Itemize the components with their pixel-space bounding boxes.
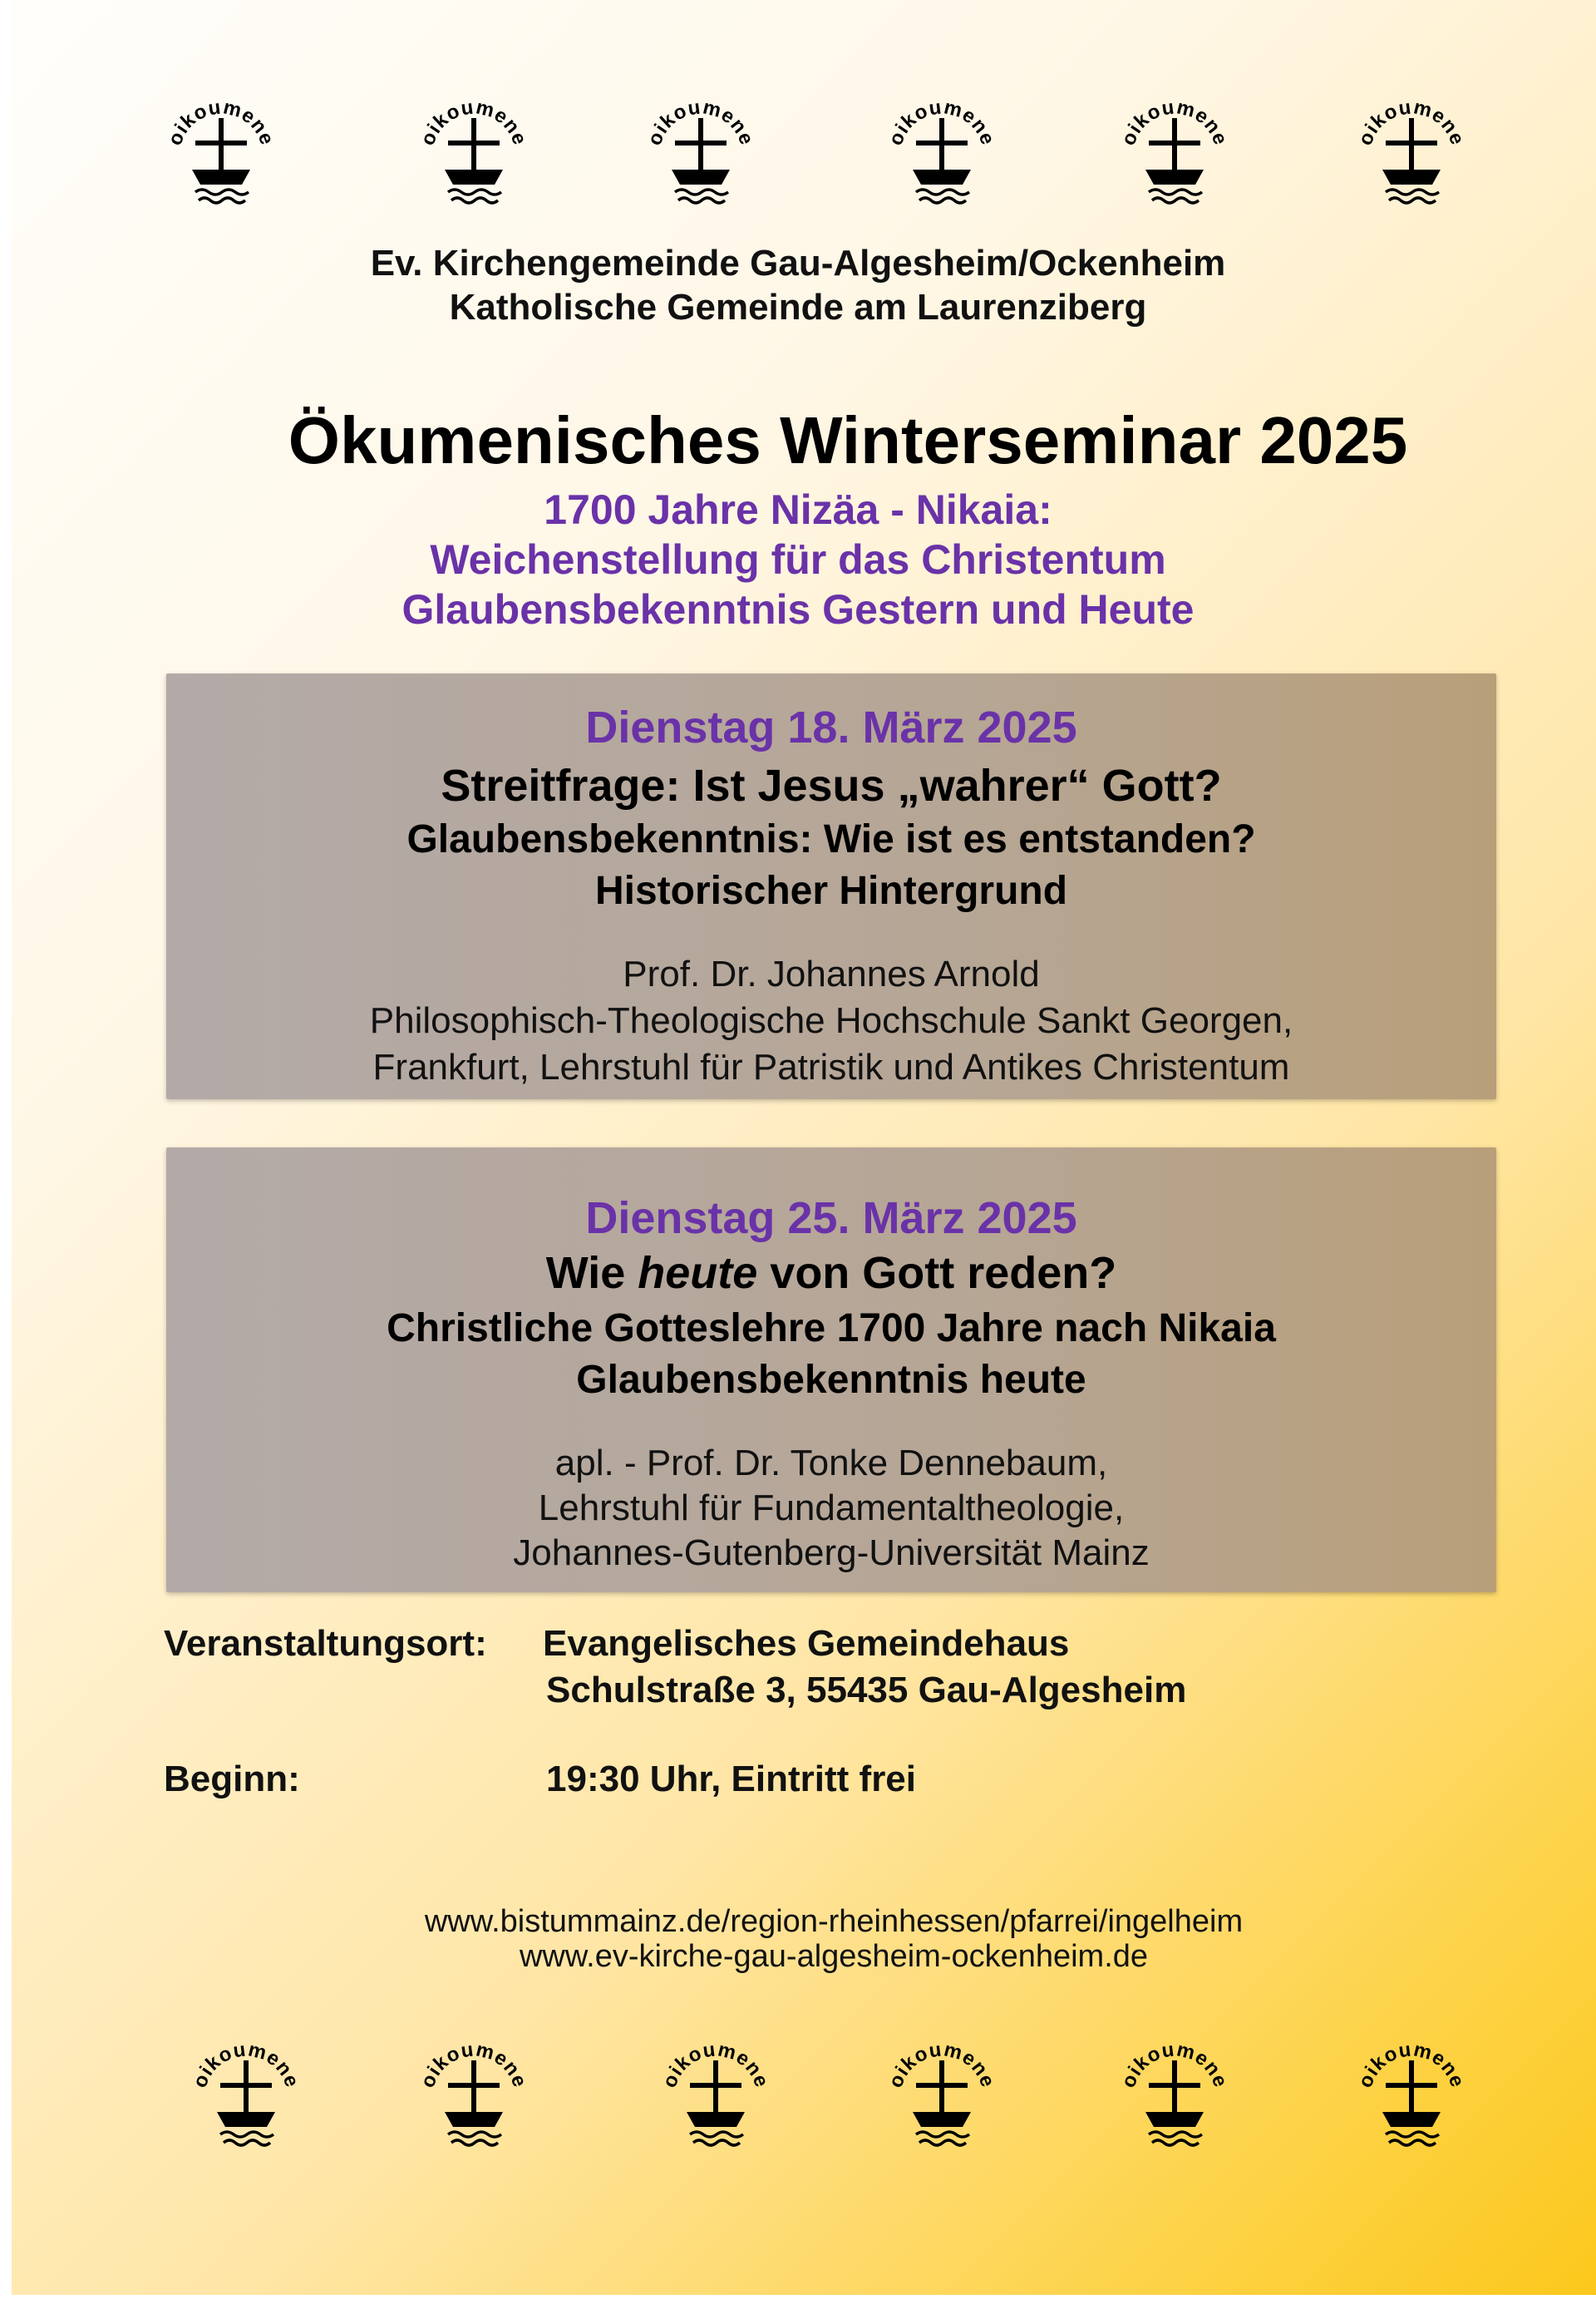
svg-text:oikoumene: oikoumene [1116,2038,1233,2091]
venue-line-1: Evangelisches Gemeindehaus [543,1623,1070,1664]
event-heading-emphasis: heute [638,1248,758,1298]
svg-text:oikoumene: oikoumene [416,96,532,149]
svg-text:oikoumene: oikoumene [884,2038,1000,2091]
venue-line-2: Schulstraße 3, 55435 Gau-Algesheim [546,1670,1187,1710]
subtitle-line-2: Weichenstellung für das Christentum [430,536,1166,583]
org-line-catholic: Katholische Gemeinde am Laurenziberg [449,287,1147,328]
oikoumene-icon [1349,2035,1474,2160]
speaker-affiliation-1: Lehrstuhl für Fundamentaltheologie, [538,1488,1125,1528]
oikoumene-icon [184,2035,308,2160]
speaker-affiliation-2: Johannes-Gutenberg-Universität Mainz [513,1532,1150,1573]
oikoumene-icon [1349,93,1474,218]
event-subheading-2: Historischer Hintergrund [594,869,1068,913]
svg-text:oikoumene: oikoumene [1353,2038,1470,2091]
oikoumene-icon [159,93,283,218]
event-card-1 [166,673,1496,1099]
org-line-protestant: Ev. Kirchengemeinde Gau-Algesheim/Ockenheim [370,243,1226,284]
page-title: Ökumenisches Winterseminar 2025 [288,403,1408,477]
svg-text:oikoumene: oikoumene [1116,96,1233,149]
svg-text:oikoumene: oikoumene [884,96,1000,149]
oikoumene-icon [638,93,763,218]
oikoumene-icon [411,93,536,218]
oikoumene-icon [1112,2035,1237,2160]
logo-row-bottom [0,2035,1596,2160]
svg-text:oikoumene: oikoumene [416,2038,532,2091]
subtitle-line-1: 1700 Jahre Nizäa - Nikaia: [544,486,1052,533]
speaker-name: Prof. Dr. Johannes Arnold [623,954,1040,994]
oikoumene-icon [1112,93,1237,218]
event-card-2 [166,1147,1496,1592]
oikoumene-icon [879,93,1004,218]
speaker-affiliation-1: Philosophisch-Theologische Hochschule Sankt Georgen, [369,1000,1293,1041]
event-subheading-1: Christliche Gotteslehre 1700 Jahre nach Nikaia [387,1306,1276,1350]
event-heading-post: von Gott reden? [757,1248,1117,1298]
svg-text:oikoumene: oikoumene [658,2038,774,2091]
svg-text:oikoumene: oikoumene [643,96,759,149]
start-value: 19:30 Uhr, Eintritt frei [546,1759,917,1799]
start-label: Beginn: [164,1759,300,1799]
link-bistum[interactable]: www.bistummainz.de/region-rheinhessen/pfarrei/ingelheim [424,1904,1244,1939]
event-date: Dienstag 25. März 2025 [585,1193,1077,1243]
event-heading [150,1247,1513,1299]
speaker-name: apl. - Prof. Dr. Tonke Dennebaum, [554,1443,1108,1483]
oikoumene-icon [879,2035,1004,2160]
link-ev-kirche[interactable]: www.ev-kirche-gau-algesheim-ockenheim.de [519,1939,1149,1974]
logo-row-top [0,93,1596,218]
oikoumene-icon [411,2035,536,2160]
venue-label: Veranstaltungsort: [164,1623,487,1664]
svg-text:oikoumene: oikoumene [163,96,279,149]
speaker-affiliation-2: Frankfurt, Lehrstuhl für Patristik und Antikes Christentum [372,1047,1290,1088]
event-heading-pre: Wie [545,1248,638,1298]
oikoumene-icon [653,2035,778,2160]
event-subheading-1: Glaubensbekenntnis: Wie ist es entstanden? [406,817,1256,861]
event-heading: Streitfrage: Ist Jesus „wahrer“ Gott? [441,761,1222,811]
svg-text:oikoumene: oikoumene [188,2038,304,2091]
event-date: Dienstag 18. März 2025 [585,703,1077,752]
svg-text:oikoumene: oikoumene [1353,96,1470,149]
event-subheading-2: Glaubensbekenntnis heute [576,1358,1086,1402]
subtitle-line-3: Glaubensbekenntnis Gestern und Heute [401,586,1195,633]
